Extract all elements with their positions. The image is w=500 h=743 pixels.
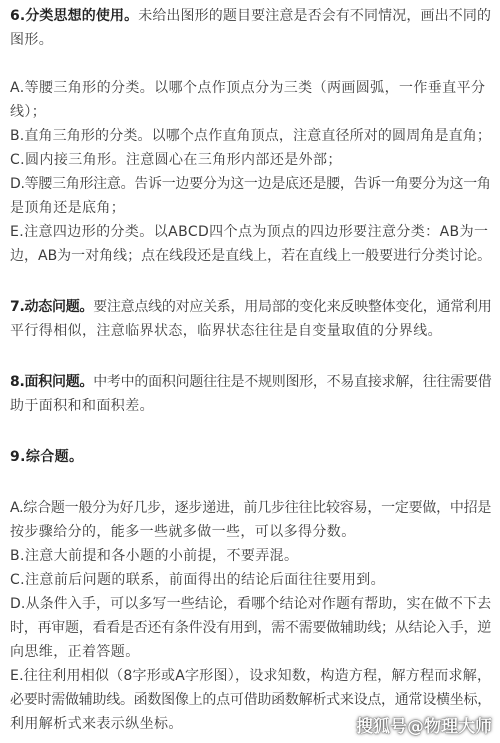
text-line: 8.面积问题。中考中的面积问题往往是不规则图形，不易直接求解，往往需要借 — [10, 374, 492, 390]
text-line: B.注意大前提和各小题的小前提，不要弄混。 — [10, 548, 299, 564]
text-line: 必要时需做辅助线。函数图像上的点可借助函数解析式来设点，通常设横坐标， — [10, 692, 491, 708]
text-line: C.注意前后问题的联系，前面得出的结论后面往往要用到。 — [10, 572, 386, 588]
watermark: 搜狐号@物理大师 — [356, 717, 492, 737]
text-line: C.圆内接三角形。注意圆心在三角形内部还是外部； — [10, 152, 342, 168]
text-line: 时，再审题，看看是否还有条件没有用到，需不需要做辅助线；从结论入手，逆 — [10, 620, 491, 636]
text-line: 助于面积和和面积差。 — [10, 398, 154, 414]
text-line: D.从条件入手，可以多写一些结论，看哪个结论对作题有帮助，实在做不下去 — [10, 596, 492, 612]
text-line: 7.动态问题。要注意点线的对应关系，用局部的变化来反映整体变化，通常利用 — [10, 299, 492, 315]
text-line: 6.分类思想的使用。未给出图形的题目要注意是否会有不同情况，画出不同的 — [10, 8, 492, 24]
text-line: 图形。 — [10, 32, 54, 48]
text-line: A.综合题一般分为好几步，逐步递进，前几步往往比较容易，一定要做，中招是 — [10, 500, 492, 516]
text-line: 按步骤给分的，能多一些就多做一些，可以多得分数。 — [10, 524, 356, 540]
text-line: 平行得相似，注意临界状态，临界状态往往是自变量取值的分界线。 — [10, 323, 442, 339]
text-line: 边，AB为一对角线；点在线段还是直线上，若在直线上一般要进行分类讨论。 — [10, 248, 492, 264]
text-line: 利用解析式来表示纵坐标。 — [10, 716, 183, 732]
text-line: E.往往利用相似（8字形或A字形图），设求知数，构造方程，解方程而求解， — [10, 668, 492, 684]
text-line: B.直角三角形的分类。以哪个点作直角顶点，注意直径所对的圆周角是直角； — [10, 128, 492, 144]
text-line: 9.综合题。 — [10, 449, 84, 465]
text-line: 线）； — [10, 104, 47, 120]
text-line: 向思维，正着答题。 — [10, 644, 140, 660]
text-line: A.等腰三角形的分类。以哪个点作顶点分为三类（两画圆弧，一作垂直平分 — [10, 80, 486, 96]
text-line: 是顶角还是底角； — [10, 200, 126, 216]
text-line: D.等腰三角形注意。告诉一边要分为这一边是底还是腰，告诉一角要分为这一角 — [10, 176, 491, 192]
text-line: E.注意四边形的分类。以ABCD四个点为顶点的四边形要注意分类：AB为一 — [10, 224, 489, 240]
